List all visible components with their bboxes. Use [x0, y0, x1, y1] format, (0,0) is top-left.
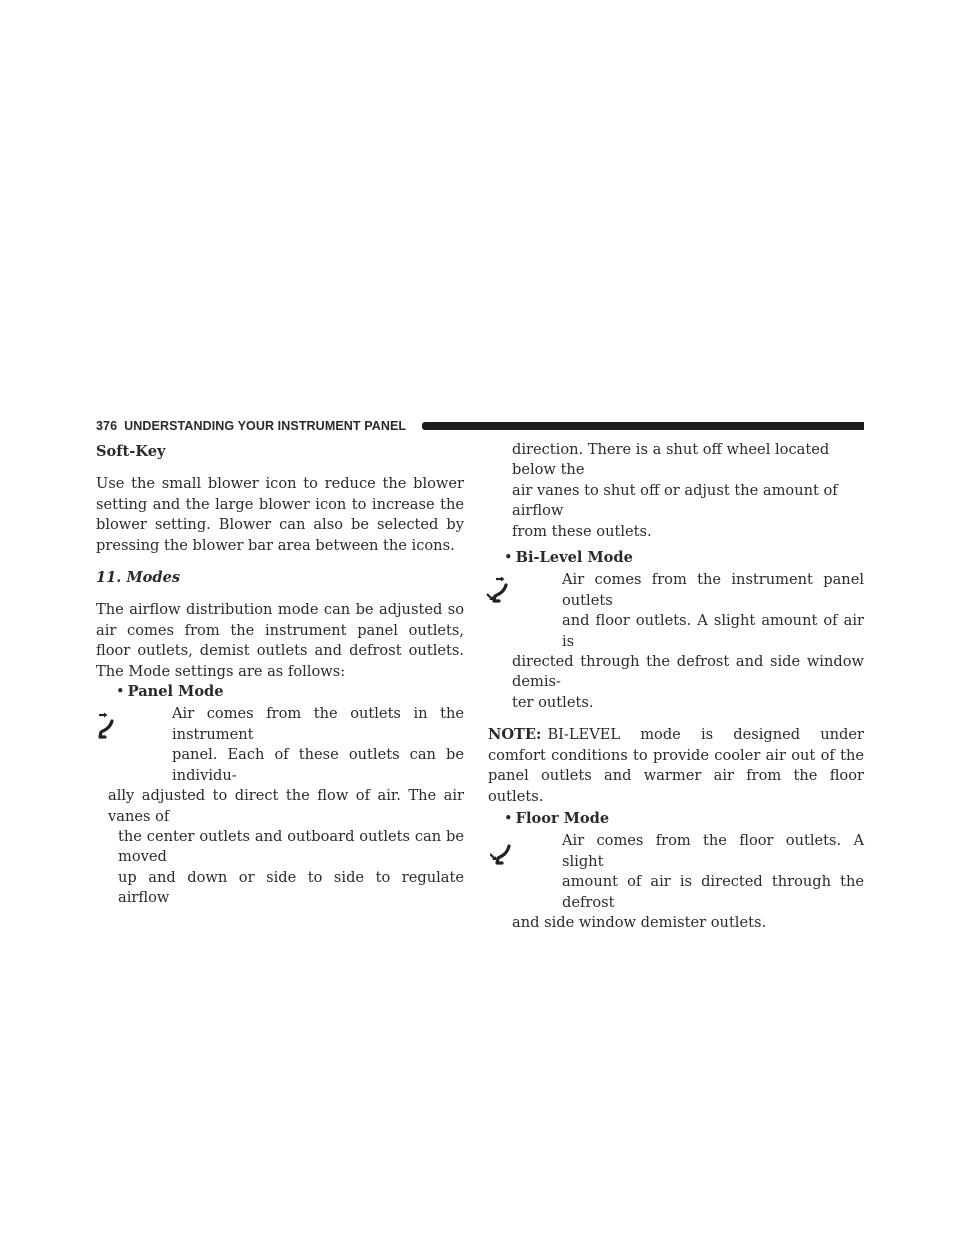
note-paragraph — [488, 725, 864, 807]
page-number: 376 — [96, 419, 118, 433]
page-header — [96, 418, 864, 434]
panel-continued-line-2: air vanes to shut off or adjust the amount of airflow — [512, 481, 838, 520]
floor-line-3: and side window demister outlets. — [512, 913, 767, 931]
panel-mode-bullet — [96, 682, 464, 702]
softkey-heading: Soft-Key — [96, 443, 166, 460]
modes-heading: 11. Modes — [96, 569, 181, 587]
panel-mode-icon — [96, 712, 120, 740]
modes-paragraph: The airflow distribution mode can be adjusted so air comes from the instrument panel outlets, floor outlets, demist outlets and defrost outlets. The Mode settings are as follows: — [96, 601, 464, 680]
right-column — [488, 440, 864, 933]
section-title: UNDERSTANDING YOUR INSTRUMENT PANEL — [124, 419, 407, 433]
bilevel-line-4: ter outlets. — [512, 693, 594, 711]
panel-mode-line-5: up and down or side to side to regulate airflow — [118, 868, 464, 907]
floor-mode-icon — [490, 841, 514, 869]
panel-continued-line-1: direction. There is a shut off wheel located below the — [512, 441, 830, 479]
panel-mode-line-4: the center outlets and outboard outlets can be moved — [118, 827, 464, 866]
panel-mode-title: Panel Mode — [127, 683, 224, 701]
bilevel-line-2: and floor outlets. A slight amount of air is — [562, 612, 864, 650]
bilevel-mode-block — [492, 570, 864, 713]
bilevel-mode-bullet — [492, 548, 864, 568]
bullet-dot: • — [504, 549, 513, 567]
bilevel-line-1: Air comes from the instrument panel outlets — [562, 571, 864, 609]
panel-mode-line-1: Air comes from the outlets in the instrument — [172, 705, 464, 743]
floor-mode-bullet — [492, 809, 864, 829]
note-label: NOTE: — [488, 726, 542, 744]
bilevel-mode-title: Bi-Level Mode — [515, 549, 633, 567]
panel-mode-line-2: panel. Each of these outlets can be individu- — [172, 746, 464, 784]
bullet-dot: • — [116, 683, 125, 701]
left-column — [96, 440, 464, 909]
panel-continued-line-3: from these outlets. — [512, 522, 652, 540]
note-text: BI-LEVEL mode is designed under comfort conditions to provide cooler air out of the panel outlets and warmer air from the floor outlets. — [488, 726, 864, 805]
softkey-paragraph: Use the small blower icon to reduce the blower setting and the large blower icon to increase the blower setting. Blower can also be selected by pressing the blower bar area between the icons. — [96, 475, 464, 554]
floor-line-1: Air comes from the floor outlets. A slight — [562, 832, 864, 870]
floor-mode-title: Floor Mode — [515, 809, 610, 827]
floor-line-2: amount of air is directed through the defrost — [562, 873, 864, 911]
header-rule — [422, 422, 864, 430]
bullet-dot: • — [504, 809, 513, 827]
panel-mode-block — [96, 704, 464, 908]
bilevel-mode-icon — [486, 576, 510, 604]
floor-mode-block — [492, 831, 864, 933]
bilevel-line-3: directed through the defrost and side window demis- — [512, 653, 864, 691]
panel-mode-line-3: ally adjusted to direct the flow of air. The air vanes of — [108, 787, 464, 825]
